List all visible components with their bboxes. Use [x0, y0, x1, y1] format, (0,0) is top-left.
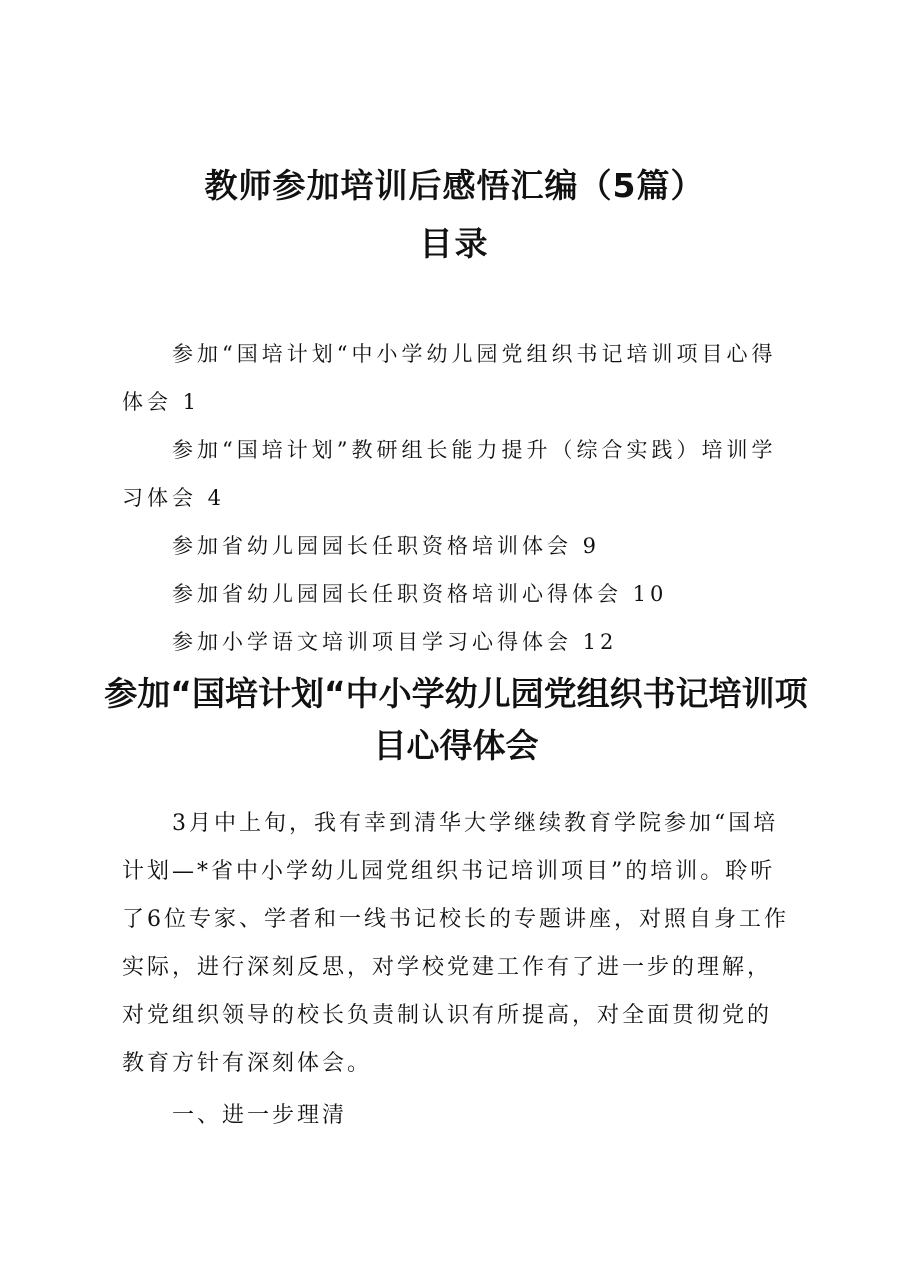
toc-entry[interactable]: 参加“国培计划“中小学幼儿园党组织书记培训项目心得体会 1: [122, 342, 777, 414]
body-paragraph: 3月中上旬，我有幸到清华大学继续教育学院参加“国培计划—*省中小学幼儿园党组织书记培训项目”的培训。聆听了6位专家、学者和一线书记校长的专题讲座，对照自身工作实际，进行深刻反思，对学校党建工作有了进一步的理解，对党组织领导的校长负责制认识有所提高，对全面贯彻党的教育方针有深刻体会。: [122, 811, 789, 1076]
toc-heading: 目录: [419, 224, 490, 263]
toc-entry[interactable]: 参加省幼儿园园长任职资格培训心得体会 10: [172, 582, 668, 606]
toc-entry[interactable]: 参加“国培计划”教研组长能力提升（综合实践）培训学习体会 4: [122, 438, 777, 510]
section-body: [122, 800, 794, 1144]
toc-entry[interactable]: 参加小学语文培训项目学习心得体会 12: [172, 630, 618, 654]
body-paragraph: 一、进一步理清: [172, 1103, 348, 1128]
document-title: 教师参加培训后感悟汇编（5篇）: [204, 166, 705, 205]
section-title: 参加“国培计划“中小学幼儿园党组织书记培训项目心得体会: [104, 674, 808, 765]
table-of-contents: [122, 330, 792, 666]
toc-entry[interactable]: 参加省幼儿园园长任职资格培训体会 9: [172, 534, 601, 558]
